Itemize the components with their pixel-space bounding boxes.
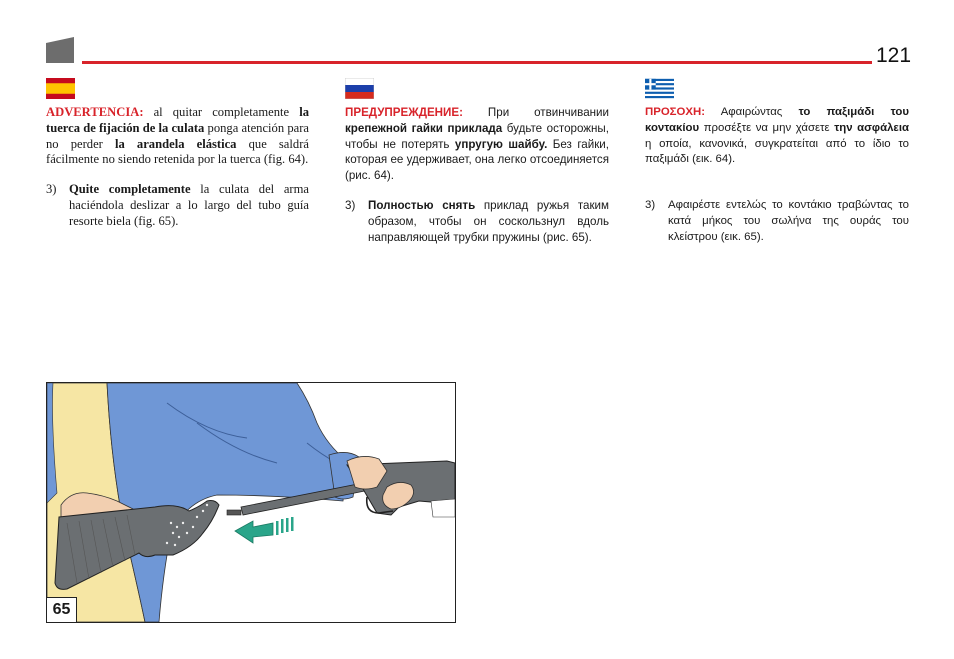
warning-text: al quitar completamente bbox=[143, 105, 300, 119]
figure-65 bbox=[46, 382, 456, 623]
page-number: 121 bbox=[876, 44, 912, 67]
spain-flag-icon bbox=[46, 78, 75, 99]
step-text: приклад ружья таким образом, чтобы он соскользнул вдоль направляющей трубки пружины (рис. 65). bbox=[368, 198, 609, 244]
warning-text: будьте осторожны, чтобы не потерять bbox=[345, 121, 609, 151]
warning-text: η οποία, κανονικά, συγκρατείται από το ίδιο το παξιμάδι (εικ. 64). bbox=[645, 137, 909, 166]
warning-text: Αφαιρώντας bbox=[705, 106, 799, 118]
step-bold: Полностью снять bbox=[368, 198, 476, 212]
warning-paragraph bbox=[46, 105, 309, 168]
warning-text: Без гайки, которая ее удерживает, она легко отсоединяется (рис. 64). bbox=[345, 137, 610, 183]
warning-bold: крепежной гайки приклада bbox=[345, 121, 503, 135]
warning-text: προσέξτε να μην χάσετε bbox=[699, 121, 835, 134]
step-text: la culata del arma haciéndola deslizar a lo largo del tubo guía resorte biela (fig. 65). bbox=[69, 182, 309, 228]
column-spanish bbox=[46, 105, 309, 230]
step-number: 3) bbox=[345, 198, 356, 212]
step-bold: Quite completamente bbox=[69, 182, 191, 197]
warning-label: ПРЕДУПРЕЖДЕНИЕ: bbox=[345, 106, 463, 119]
warning-bold: la arandela elástica bbox=[115, 136, 237, 151]
stock-removal-illustration bbox=[47, 383, 455, 622]
warning-paragraph bbox=[345, 105, 609, 184]
warning-text: При отвинчивании bbox=[462, 106, 609, 119]
warning-bold: la tuerca de fijación de la culata bbox=[46, 105, 309, 135]
warning-label: ΠΡΟΣΟΧΗ: bbox=[645, 106, 705, 118]
direction-arrow-icon bbox=[235, 517, 294, 543]
column-greek bbox=[645, 105, 909, 246]
column-russian bbox=[345, 105, 609, 245]
figure-number-label: 65 bbox=[47, 597, 77, 622]
step-number: 3) bbox=[46, 182, 57, 197]
warning-text: que saldrá fácilmente no siendo retenida por la tuerca (fig. 64). bbox=[46, 136, 309, 167]
russia-flag-icon bbox=[345, 78, 374, 99]
chapter-tab-mark bbox=[46, 37, 74, 63]
step-number: 3) bbox=[645, 199, 656, 212]
step-3 bbox=[645, 198, 909, 245]
warning-label: ADVERTENCIA: bbox=[46, 105, 144, 119]
step-3 bbox=[46, 182, 309, 229]
warning-bold: упругую шайбу. bbox=[454, 137, 548, 151]
warning-text: ponga atención para no perder bbox=[46, 120, 309, 151]
warning-paragraph bbox=[645, 105, 909, 168]
greece-flag-icon bbox=[645, 78, 674, 99]
step-text: Αφαιρέστε εντελώς το κοντάκιο τραβώντας το κατά μήκος του σωλήνα της ουράς του κλείστρου (εικ. 65). bbox=[668, 199, 909, 243]
warning-bold: το παξιμάδι του κοντακίου bbox=[645, 106, 909, 134]
step-3 bbox=[345, 198, 609, 245]
warning-bold: την ασφάλεια bbox=[834, 121, 909, 134]
header-rule bbox=[82, 61, 872, 64]
